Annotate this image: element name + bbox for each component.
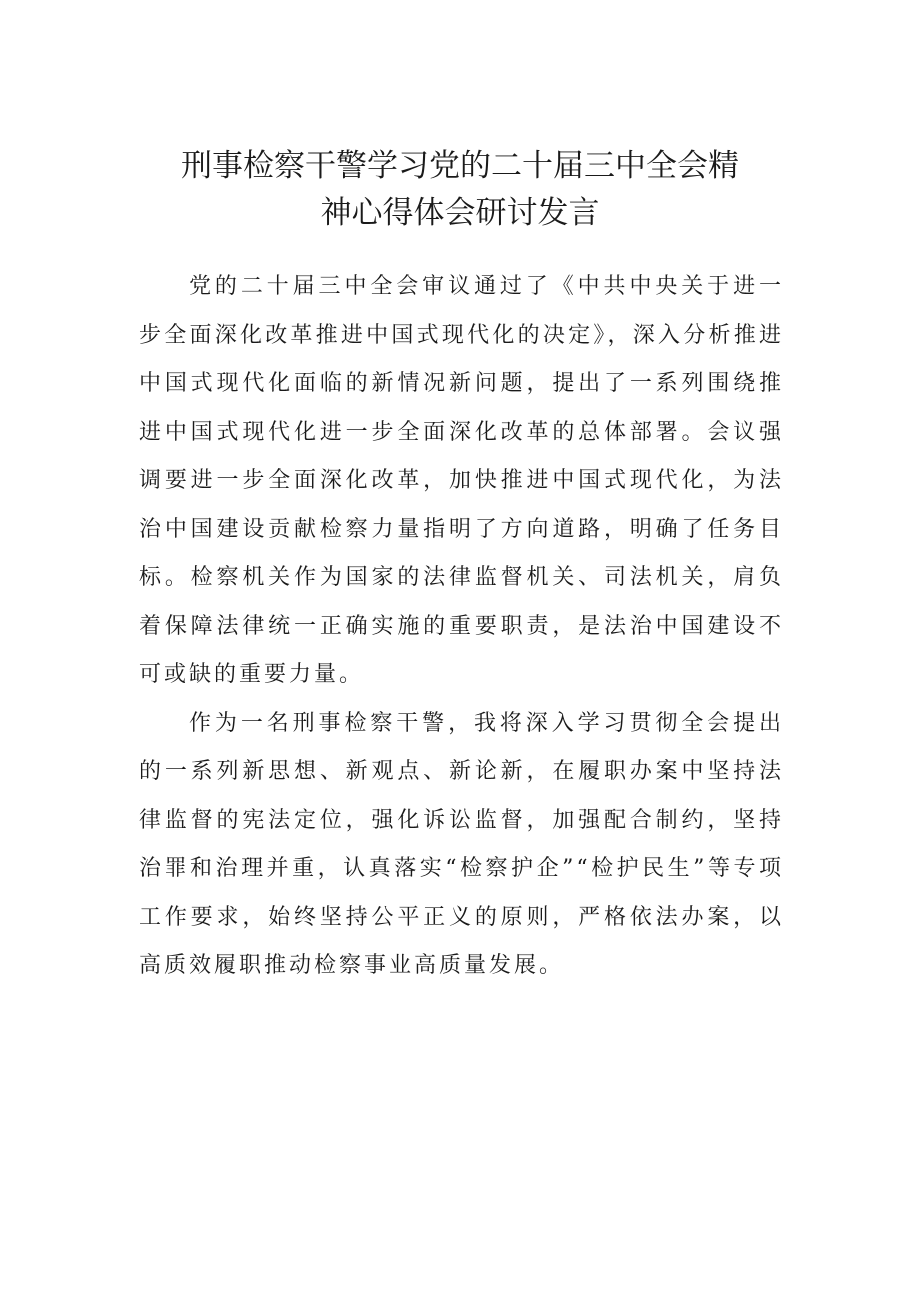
document-body (139, 263, 784, 991)
title-line-2: 神心得体会研讨发言 (320, 195, 600, 231)
paragraph-2: 作为一名刑事检察干警，我将深入学习贯彻全会提出的一系列新思想、新观点、新论新，在履职办案中坚持法律监督的宪法定位，强化诉讼监督，加强配合制约，坚持治罪和治理并重，认真落实“检察护企”“检护民生”等专项工作要求，始终坚持公平正义的原则，严格依法办案，以高质效履职推动检察事业高质量发展。 (139, 710, 784, 978)
paragraph-1: 党的二十届三中全会审议通过了《中共中央关于进一步全面深化改革推进中国式现代化的决定》，深入分析推进中国式现代化面临的新情况新问题，提出了一系列围绕推进中国式现代化进一步全面深化改革的总体部署。会议强调要进一步全面深化改革，加快推进中国式现代化，为法治中国建设贡献检察力量指明了方向道路，明确了任务目标。检察机关作为国家的法律监督机关、司法机关，肩负着保障法律统一正确实施的重要职责，是法治中国建设不可或缺的重要力量。 (139, 274, 784, 687)
document-title (140, 143, 780, 237)
title-line-1: 刑事检察干警学习党的二十届三中全会精 (181, 148, 739, 184)
